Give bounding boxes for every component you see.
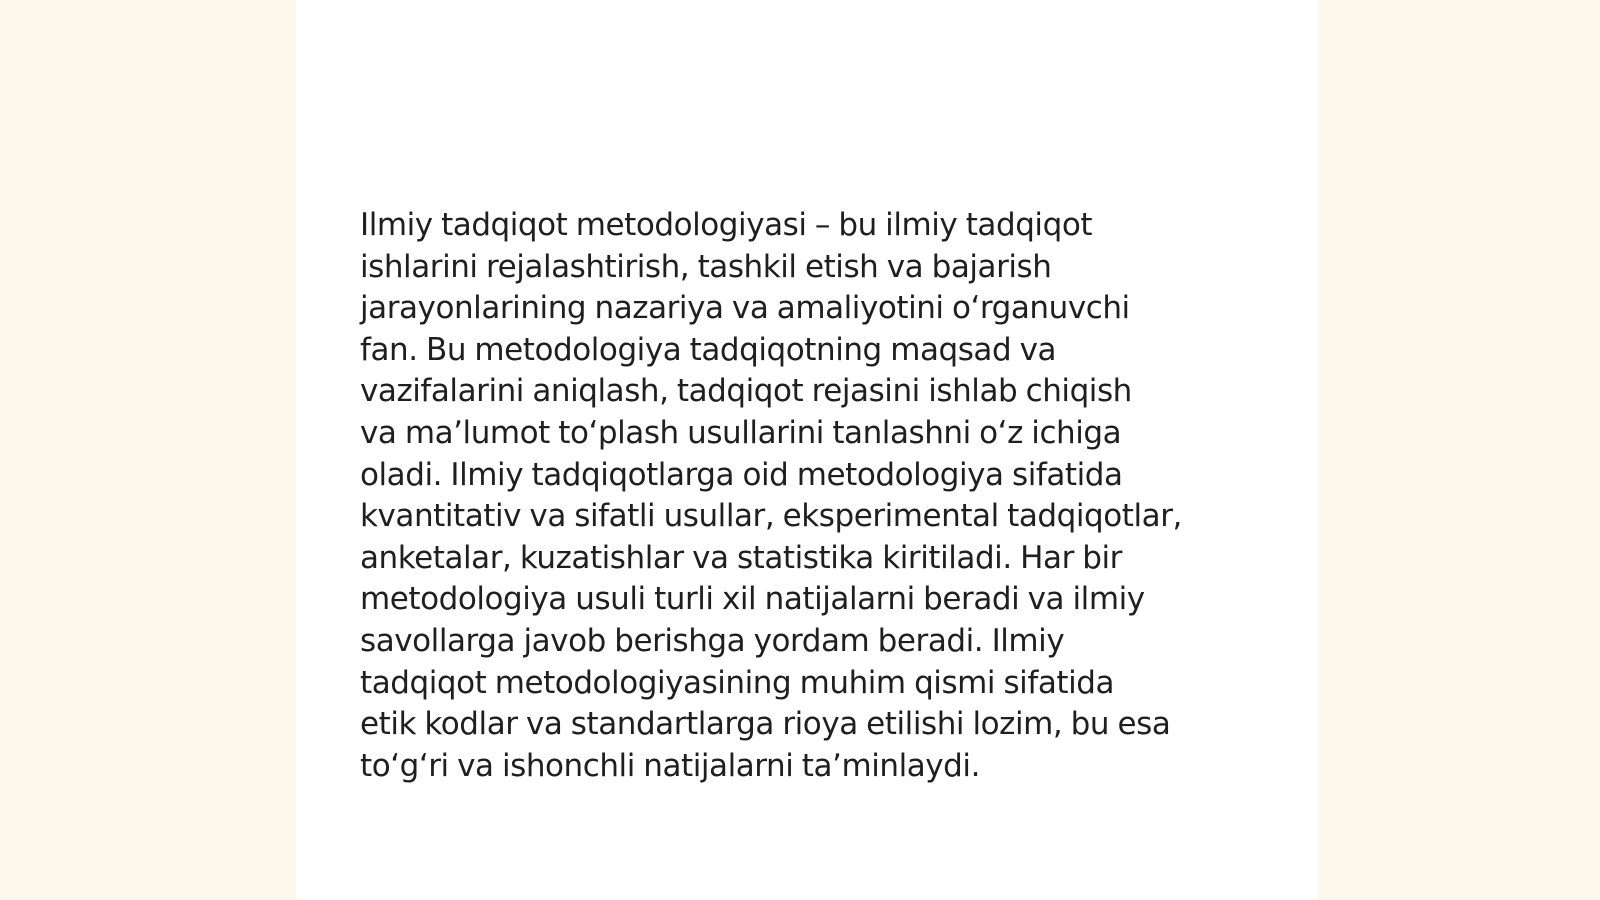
body-line: tadqiqot metodologiyasining muhim qismi sifatida [360,664,1115,701]
body-line: ishlarini rejalashtirish, tashkil etish va bajarish [360,248,1052,285]
body-line: Ilmiy tadqiqot metodologiyasi – bu ilmiy tadqiqot [360,207,1093,243]
body-line: vazifalarini aniqlash, tadqiqot rejasini ishlab chiqish [360,373,1132,410]
body-line: anketalar, kuzatishlar va statistika kiritiladi. Har bir [360,539,1122,576]
body-line: savollarga javob berishga yordam beradi. Ilmiy [360,622,1065,659]
body-line: oladi. Ilmiy tadqiqotlarga oid metodologiya sifatida [360,456,1123,493]
body-line: kvantitativ va sifatli usullar, eksperimental tadqiqotlar, [360,498,1182,535]
body-line: metodologiya usuli turli xil natijalarni beradi va ilmiy [360,581,1145,618]
body-line: etik kodlar va standartlarga rioya etilishi lozim, bu esa [360,706,1171,743]
slide-panel [296,0,1318,900]
body-line: toʻgʻri va ishonchli natijalarni taʼminlaydi. [360,747,980,784]
body-line: fan. Bu metodologiya tadqiqotning maqsad va [360,331,1057,368]
body-line: jarayonlarining nazariya va amaliyotini oʻrganuvchi [360,290,1130,327]
body-paragraph [360,205,1260,787]
body-line: va maʼlumot toʻplash usullarini tanlashni oʻz ichiga [360,414,1122,451]
